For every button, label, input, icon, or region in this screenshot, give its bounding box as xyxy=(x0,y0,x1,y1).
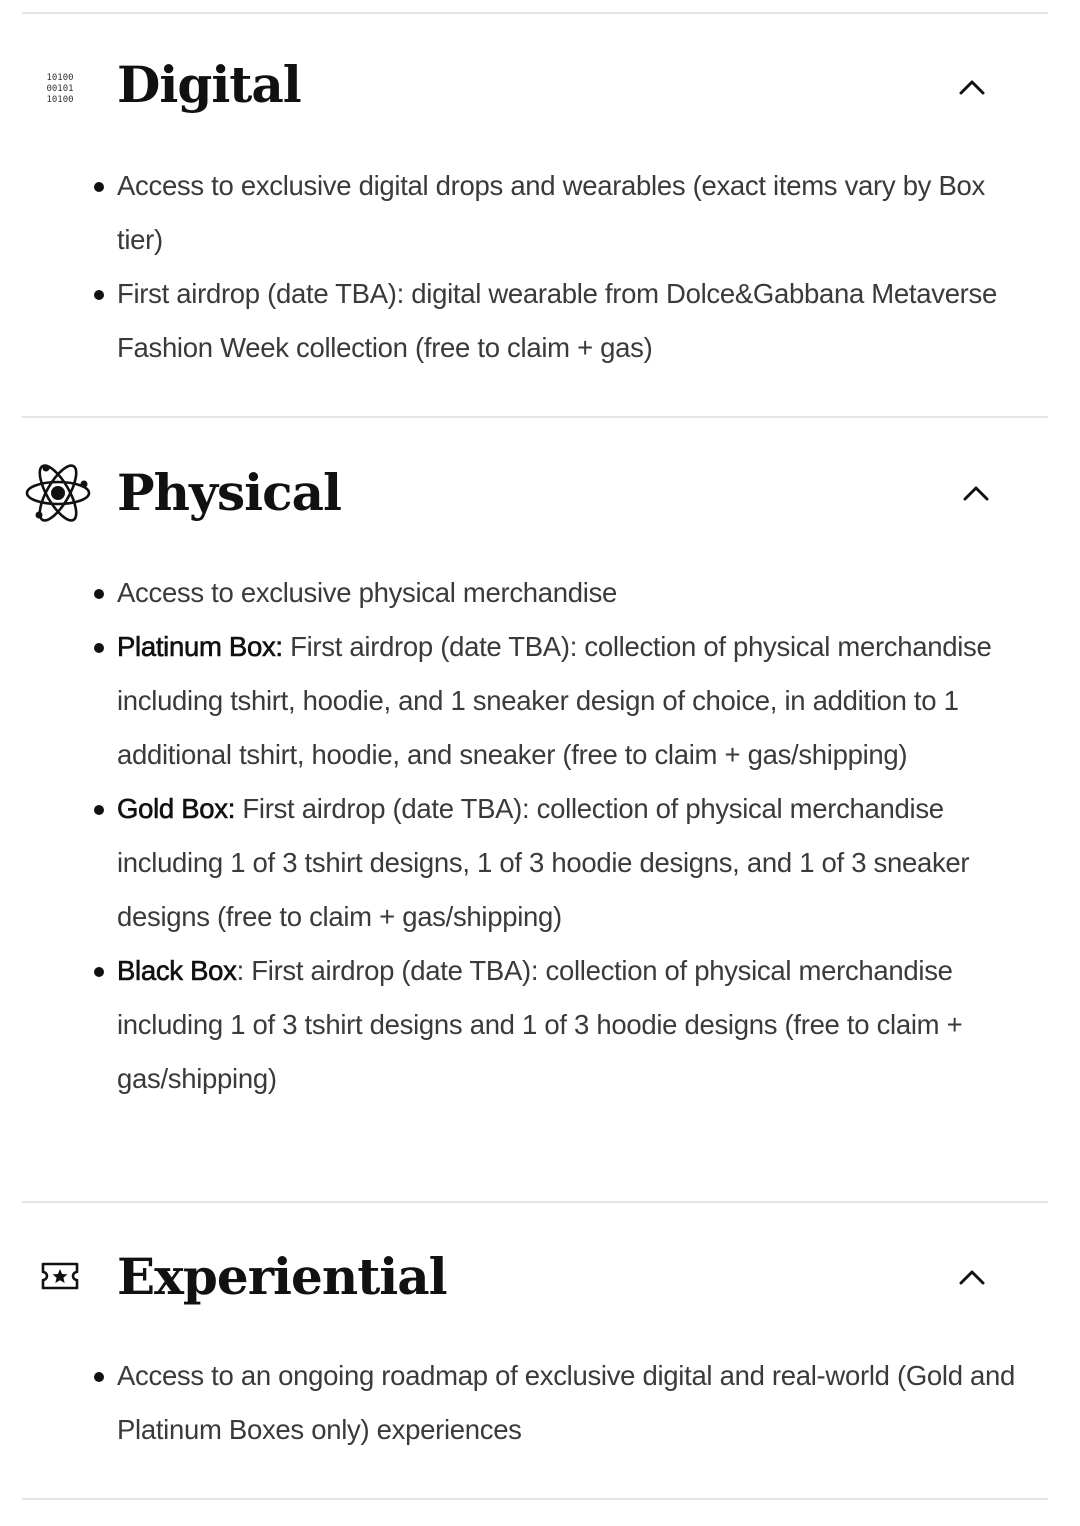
section-header-digital[interactable] xyxy=(0,42,1080,132)
atom-icon xyxy=(24,462,92,524)
physical-benefits-list xyxy=(88,566,1038,1106)
experiential-benefits-list xyxy=(88,1349,1038,1457)
list-item: Platinum Box: First airdrop (date TBA): collection of physical merchandise including tshirt, hoodie, and 1 sneaker design of choice, in addition to 1 additional tshirt, hoodie, and sneaker (free to claim + gas/shipping) xyxy=(88,620,1038,782)
list-item: Access to exclusive digital drops and wearables (exact items vary by Box tier) xyxy=(88,159,1038,267)
section-title: Digital xyxy=(117,55,301,114)
section-divider xyxy=(22,1498,1048,1500)
svg-text:10100: 10100 xyxy=(46,95,74,105)
chevron-up-icon[interactable] xyxy=(959,476,993,510)
list-item: Access to exclusive physical merchandise xyxy=(88,566,1038,620)
binary-digits-icon xyxy=(42,70,78,106)
digital-benefits-list xyxy=(88,159,1038,375)
chevron-up-icon[interactable] xyxy=(955,1260,989,1294)
list-item: Access to an ongoing roadmap of exclusive digital and real-world (Gold and Platinum Boxes only) experiences xyxy=(88,1349,1038,1457)
section-header-physical[interactable] xyxy=(0,448,1080,538)
chevron-up-icon[interactable] xyxy=(955,70,989,104)
section-title: Experiential xyxy=(117,1247,447,1306)
section-divider xyxy=(22,1201,1048,1203)
list-item: Gold Box: First airdrop (date TBA): collection of physical merchandise including 1 of 3 tshirt designs, 1 of 3 hoodie designs, and 1 of 3 sneaker designs (free to claim + gas/shipping) xyxy=(88,782,1038,944)
section-divider xyxy=(22,416,1048,418)
svg-text:00101: 00101 xyxy=(46,84,74,94)
section-divider xyxy=(22,12,1048,14)
ticket-star-icon xyxy=(40,1260,80,1292)
list-item: First airdrop (date TBA): digital wearable from Dolce&Gabbana Metaverse Fashion Week collection (free to claim + gas) xyxy=(88,267,1038,375)
svg-text:10100: 10100 xyxy=(46,73,74,83)
list-item: Black Box: First airdrop (date TBA): collection of physical merchandise including 1 of 3 tshirt designs and 1 of 3 hoodie designs (free to claim + gas/shipping) xyxy=(88,944,1038,1106)
section-title: Physical xyxy=(117,463,341,522)
section-header-experiential[interactable] xyxy=(0,1232,1080,1322)
